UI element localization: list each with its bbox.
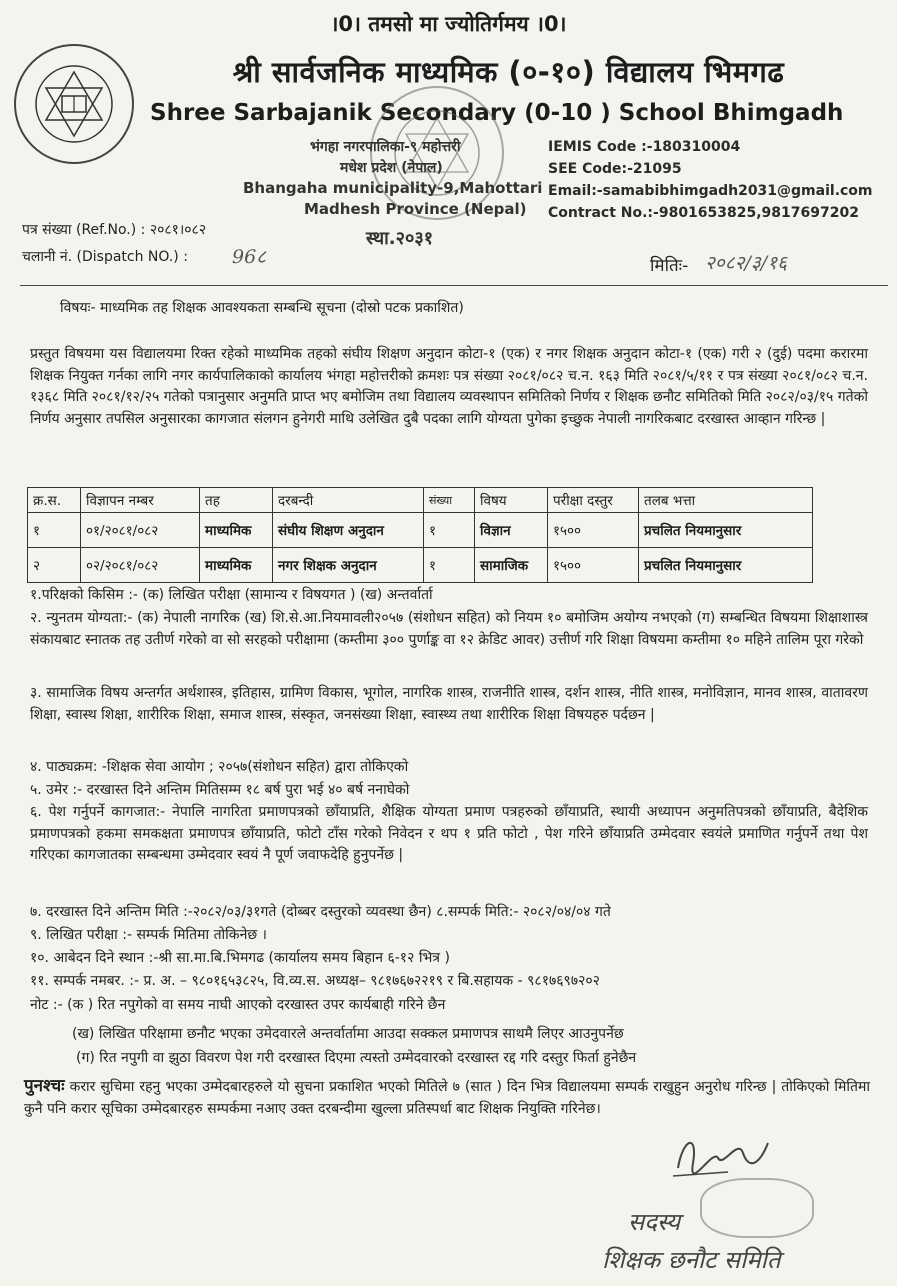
address-nepali-2: मधेश प्रदेश (नेपाल)	[340, 160, 443, 176]
item-exam-type: १.परिक्षको किसिम :- (क) लिखित परीक्षा (सामान्य र विषयगत ) (ख) अन्तर्वार्ता	[30, 587, 433, 603]
email: Email:-samabibhimgadh2031@gmail.com	[548, 183, 873, 199]
established: स्था.२०३१	[366, 228, 434, 249]
cell: १५००	[548, 513, 639, 548]
cell: प्रचलित नियमानुसार	[639, 548, 813, 583]
date-value: २०८२/३/१६	[705, 252, 787, 274]
cell: प्रचलित नियमानुसार	[639, 513, 813, 548]
address-english-1: Bhangaha municipality-9,Mahottari	[243, 179, 543, 197]
address-english-2: Madhesh Province (Nepal)	[304, 200, 527, 218]
col-fee: परीक्षा दस्तुर	[548, 488, 639, 513]
dispatch-label: चलानी नं. (Dispatch NO.) :	[22, 249, 188, 265]
cell: संघीय शिक्षण अनुदान	[273, 513, 424, 548]
item-contact-numbers: ११. सम्पर्क नमबर. :- प्र. अ. – ९८०१६५३८२५, वि.व्य.स. अध्यक्ष– ९८१७६७२२१९ र बि.सहायक - ९८१७६९७२०२	[30, 973, 600, 989]
note-c: (ग) रित नपुगी वा झुठा विवरण पेश गरी दरखास्त दिएमा त्यस्तो उम्मेदवारको दरखास्त रद्द गरि दस्तुर फिर्ता हुनेछैन	[76, 1050, 637, 1066]
header-divider	[20, 285, 888, 286]
cell: १	[424, 513, 475, 548]
item-age: ५. उमेर :- दरखास्त दिने अन्तिम मितिसम्म १८ बर्ष पुरा भई ४० बर्ष ननाघेको	[30, 782, 410, 798]
note-a: नोट :- (क ) रित नपुगेको वा समय नाघी आएको दरखास्त उपर कार्यबाही गरिने छैन	[30, 997, 446, 1013]
vacancy-table	[27, 487, 813, 583]
cell: १	[28, 513, 81, 548]
cell: ०१/२०८१/०८२	[81, 513, 200, 548]
item-written-exam: ९. लिखित परीक्षा :- सम्पर्क मितिमा तोकिनेछ ।	[30, 927, 267, 943]
col-sn: क्र.स.	[28, 488, 81, 513]
col-post: दरबन्दी	[273, 488, 424, 513]
school-logo	[14, 44, 134, 164]
item-syllabus: ४. पाठ्यक्रम: -शिक्षक सेवा आयोग ; २०५७(संशोधन सहित) द्वारा तोकिएको	[30, 759, 409, 775]
signature-stamp	[700, 1178, 814, 1238]
cell: २	[28, 548, 81, 583]
cell: १५००	[548, 548, 639, 583]
subject: विषयः- माध्यमिक तह शिक्षक आवश्यकता सम्बन्धि सूचना (दोस्रो पटक प्रकाशित)	[60, 300, 464, 316]
signature-member: सदस्य	[628, 1208, 681, 1236]
school-name-nepali: श्री सार्वजनिक माध्यमिक (०-१०) विद्यालय भिमगढ	[232, 55, 785, 89]
signature-committee: शिक्षक छनौट समिति	[602, 1246, 781, 1274]
col-ad-number: विज्ञापन नम्बर	[81, 488, 200, 513]
col-subject: विषय	[475, 488, 548, 513]
item-social-subjects: ३. सामाजिक विषय अन्तर्गत अर्थशास्त्र, इतिहास, ग्रामिण विकास, भूगोल, नागरिक शास्त्र, राजनीति शास्त्र, दर्शन शास्त्र, नीति शास्त्र, मनोविज्ञान, मानव शास्त्र, वातावरण शिक्षा, स्वास्थ शिक्षा, शारीरिक शिक्षा, समाज शास्त्र, संस्कृत, जनसंख्या शिक्षा, स्वास्थ्य तथा शारीरिक शिक्षा विषयहरु पर्दछन |	[30, 685, 868, 723]
cell: माध्यमिक	[200, 548, 273, 583]
table-row	[28, 513, 813, 548]
contact-number: Contract No.:-9801653825,9817697202	[548, 205, 859, 221]
cell: नगर शिक्षक अनुदान	[273, 548, 424, 583]
logo-emblem-icon	[16, 46, 132, 162]
postscript-text: करार सुचिमा रहनु भएका उम्मेदबारहरुले यो सुचना प्रकाशित भएको मितिले ७ (सात ) दिन भित्र विद्यालयमा सम्पर्क राखुहुन अनुरोध गरिन्छ | तोकिएको मितिमा कुनै पनि करार सूचिका उम्मेदबारहरु सम्पर्कमा नआए उक्त दरबन्दीमा खुल्ला प्रतिस्पर्धा बाट शिक्षक नियुक्ति गरिनेछ।	[24, 1079, 871, 1117]
date-label: मितिः-	[650, 256, 689, 276]
table-row	[28, 548, 813, 583]
cell: विज्ञान	[475, 513, 548, 548]
item-deadline: ७. दरखास्त दिने अन्तिम मिति :-२०८२/०३/३१गते (दोब्बर दस्तुरको व्यवस्था छैन) ८.सम्पर्क मिति:- २०८२/०४/०४ गते	[30, 904, 611, 920]
item-documents: ६. पेश गर्नुपर्ने कागजात:- नेपालि नागरिता प्रमाणपत्रको छाँयाप्रति, शैक्षिक योग्यता प्रमाण पत्रहरुको छाँयाप्रति, स्थायी अध्यापन अनुमतिपत्रको छाँयाप्रति, बैदेशिक प्रमाणपत्रको हकमा समकक्षता प्रमाणपत्र छाँयाप्रति, फोटो टाँस गरेको निवेदन र थप १ प्रति फोटो , पेश गरिने छाँयाप्रति उम्मेदवार स्वयंले प्रमाणित गर्नुपर्ने तथा पेश गरिएका कागजातका सम्बन्धमा उम्मेदवार स्वयं नै पूर्ण जवाफदेहि हुनुपर्नेछ |	[30, 804, 868, 863]
col-salary: तलब भत्ता	[639, 488, 813, 513]
cell: सामाजिक	[475, 548, 548, 583]
postscript	[24, 1076, 870, 1120]
item-qualification: २. न्युनतम योग्यता:- (क) नेपाली नागरिक (ख) शि.से.आ.नियमावली२०५७ (संशोधन सहित) को नियम १० बमोजिम अयोग्य नभएको (ग) सम्बन्धित विषयमा शिक्षाशास्त्र संकायबाट स्नातक तह उतीर्ण गरेको वा सो सरहको परीक्षामा (कम्तीमा ३०० पुर्णाङ्क वा १२ क्रेडिट आवर) उत्तीर्ण गरि शिक्षा विषयमा कम्तीमा १० महिने तालिम पूरा गरेको	[30, 610, 868, 648]
ref-number: पत्र संख्या (Ref.No.) : २०८१।०८२	[22, 222, 207, 238]
cell: ०२/२०८१/०८२	[81, 548, 200, 583]
school-name-english: Shree Sarbajanik Secondary (0-10 ) School Bhimgadh	[150, 100, 844, 126]
address-nepali-1: भंगहा नगरपालिका-९ महोत्तरी	[310, 139, 461, 155]
item-application-place: १०. आबेदन दिने स्थान :-श्री सा.मा.बि.भिमगढ (कार्यालय समय बिहान ६-१२ भित्र )	[30, 950, 450, 966]
intro-paragraph: प्रस्तुत विषयमा यस विद्यालयमा रिक्त रहेको माध्यमिक तहको संघीय शिक्षण अनुदान कोटा-१ (एक) र नगर शिक्षक अनुदान कोटा-१ (एक) गरी २ (दुई) पदमा करारमा शिक्षक नियुक्त गर्नका लागि नगर कार्यपालिकाको कार्यालय भंगहा महोत्तरीको क्रमशः पत्र संख्या २०८१/०८२ च.न. १६३ मिति २०८१/५/११ र पत्र संख्या २०८१/०८२ च.न. १३६८ मिति २०८१/१२/२५ गतेको पत्रानुसार अनुमति प्राप्त भए बमोजिम तथा विद्यालय व्यवस्थापन समितिको निर्णय र शिक्षक छनौट समितिको मिति २०८२/०३/१५ गतेको निर्णय अनुसार तपसिल अनुसारका कागजात संलगन हुनेगरी माथि उलेखित दुबै पदका लागि योग्यता पुगेका इच्छुक नेपाली नागरिकबाट दरखास्त आव्हान गरिन्छ |	[30, 346, 868, 427]
dispatch-value: 96८	[232, 246, 267, 268]
motto: ।0। तमसो मा ज्योतिर्गमय ।0।	[330, 12, 567, 36]
cell: माध्यमिक	[200, 513, 273, 548]
see-code: SEE Code:-21095	[548, 161, 682, 177]
note-b: (ख) लिखित परिक्षामा छनौट भएका उमेदवारले अन्तर्वार्तामा आउदा सक्कल प्रमाणपत्र साथमै लिएर आउनुपर्नेछ	[72, 1026, 624, 1042]
postscript-label: पुनश्चः	[24, 1076, 65, 1096]
iemis-code: IEMIS Code :-180310004	[548, 139, 741, 155]
cell: १	[424, 548, 475, 583]
table-header-row	[28, 488, 813, 513]
col-level: तह	[200, 488, 273, 513]
col-count: संख्या	[424, 488, 475, 513]
